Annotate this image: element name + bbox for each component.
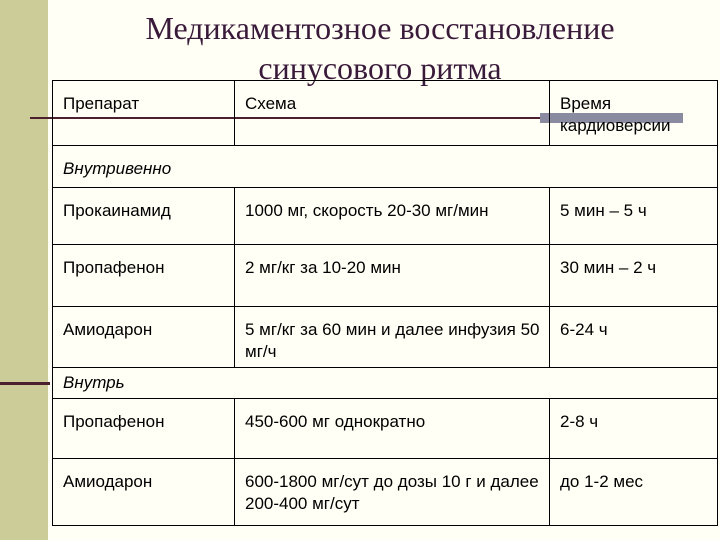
header-time: Время кардиоверсии bbox=[550, 81, 718, 146]
time-cell: до 1-2 мес bbox=[550, 459, 718, 526]
header-drug: Препарат bbox=[53, 81, 235, 146]
table-row bbox=[53, 459, 718, 526]
drug-cell: Амиодарон bbox=[53, 459, 235, 526]
scheme-cell: 600-1800 мг/сут до дозы 10 г и далее 200-400 мг/сут bbox=[235, 459, 550, 526]
drug-table bbox=[52, 80, 718, 526]
scheme-cell: 2 мг/кг за 10-20 мин bbox=[235, 245, 550, 307]
section-label: Внутривенно bbox=[53, 146, 718, 188]
scheme-cell: 1000 мг, скорость 20-30 мг/мин bbox=[235, 188, 550, 245]
time-cell: 30 мин – 2 ч bbox=[550, 245, 718, 307]
time-cell: 6-24 ч bbox=[550, 307, 718, 368]
drug-cell: Прокаинамид bbox=[53, 188, 235, 245]
table-row bbox=[53, 307, 718, 368]
time-cell: 2-8 ч bbox=[550, 399, 718, 459]
left-bar-rule bbox=[0, 382, 50, 385]
section-row bbox=[53, 368, 718, 399]
title-line-1: Медикаментозное восстановление bbox=[145, 10, 615, 46]
header-scheme: Схема bbox=[235, 81, 550, 146]
section-label: Внутрь bbox=[53, 368, 718, 399]
table-row bbox=[53, 245, 718, 307]
table-row bbox=[53, 399, 718, 459]
slide-title bbox=[60, 8, 700, 88]
scheme-cell: 450-600 мг однократно bbox=[235, 399, 550, 459]
left-accent-bar bbox=[0, 0, 48, 540]
section-row bbox=[53, 146, 718, 188]
drug-cell: Амиодарон bbox=[53, 307, 235, 368]
table-header-row bbox=[53, 81, 718, 146]
drug-cell: Пропафенон bbox=[53, 245, 235, 307]
scheme-cell: 5 мг/кг за 60 мин и далее инфузия 50 мг/ч bbox=[235, 307, 550, 368]
time-cell: 5 мин – 5 ч bbox=[550, 188, 718, 245]
table-row bbox=[53, 188, 718, 245]
title-line-2: синусового ритма bbox=[258, 50, 502, 86]
drug-cell: Пропафенон bbox=[53, 399, 235, 459]
